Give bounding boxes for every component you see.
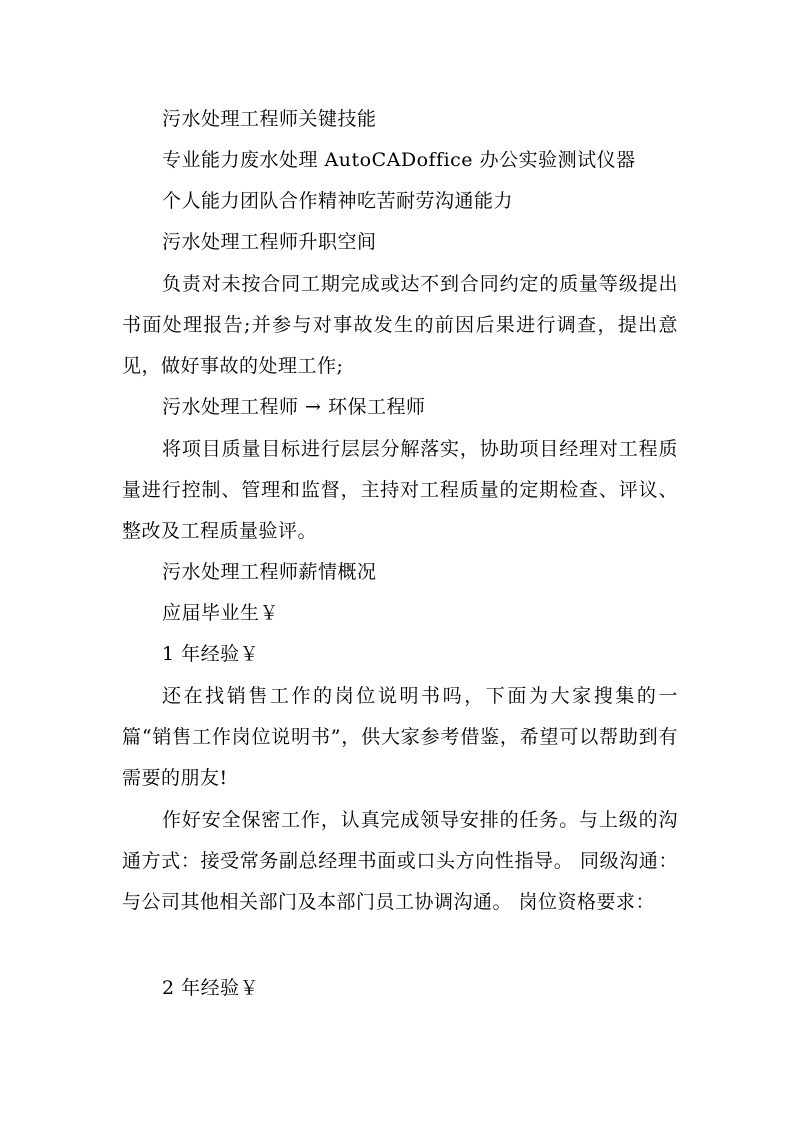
paragraph-quality-control: 将项目质量目标进行层层分解落实，协助项目经理对工程质量进行控制、管理和监督，主持对工程质量的定期检查、评议、整改及工程质量验评。 xyxy=(122,438,678,542)
salary-graduate: 应届毕业生￥ xyxy=(162,602,280,624)
paragraph-quality-report: 负责对未按合同工期完成或达不到合同约定的质量等级提出书面处理报告;并参与对事故发生的前因后果进行调查，提出意见，做好事故的处理工作; xyxy=(122,273,678,377)
skills-personal: 个人能力团队合作精神吃苦耐劳沟通能力 xyxy=(162,190,514,212)
salary-1yr: 1 年经验￥ xyxy=(162,643,260,665)
paragraph-sales-duty: 作好安全保密工作，认真完成领导安排的任务。与上级的沟通方式：接受常务副总经理书面或口头方向性指导。 同级沟通：与公司其他相关部门及本部门员工协调沟通。 岗位资格要求： xyxy=(122,809,678,913)
salary-2yr: 2 年经验￥ xyxy=(162,977,260,999)
paragraph-sales-intro: 还在找销售工作的岗位说明书吗，下面为大家搜集的一篇“销售工作岗位说明书”，供大家参考借鉴，希望可以帮助到有需要的朋友! xyxy=(122,685,678,789)
heading-salary: 污水处理工程师薪情概况 xyxy=(162,561,377,583)
career-path: 污水处理工程师 → 环保工程师 xyxy=(162,396,426,418)
skills-professional: 专业能力废水处理 AutoCADoffice 办公实验测试仪器 xyxy=(162,149,636,171)
heading-promotion: 污水处理工程师升职空间 xyxy=(162,231,377,253)
heading-skills: 污水处理工程师关键技能 xyxy=(162,108,377,130)
